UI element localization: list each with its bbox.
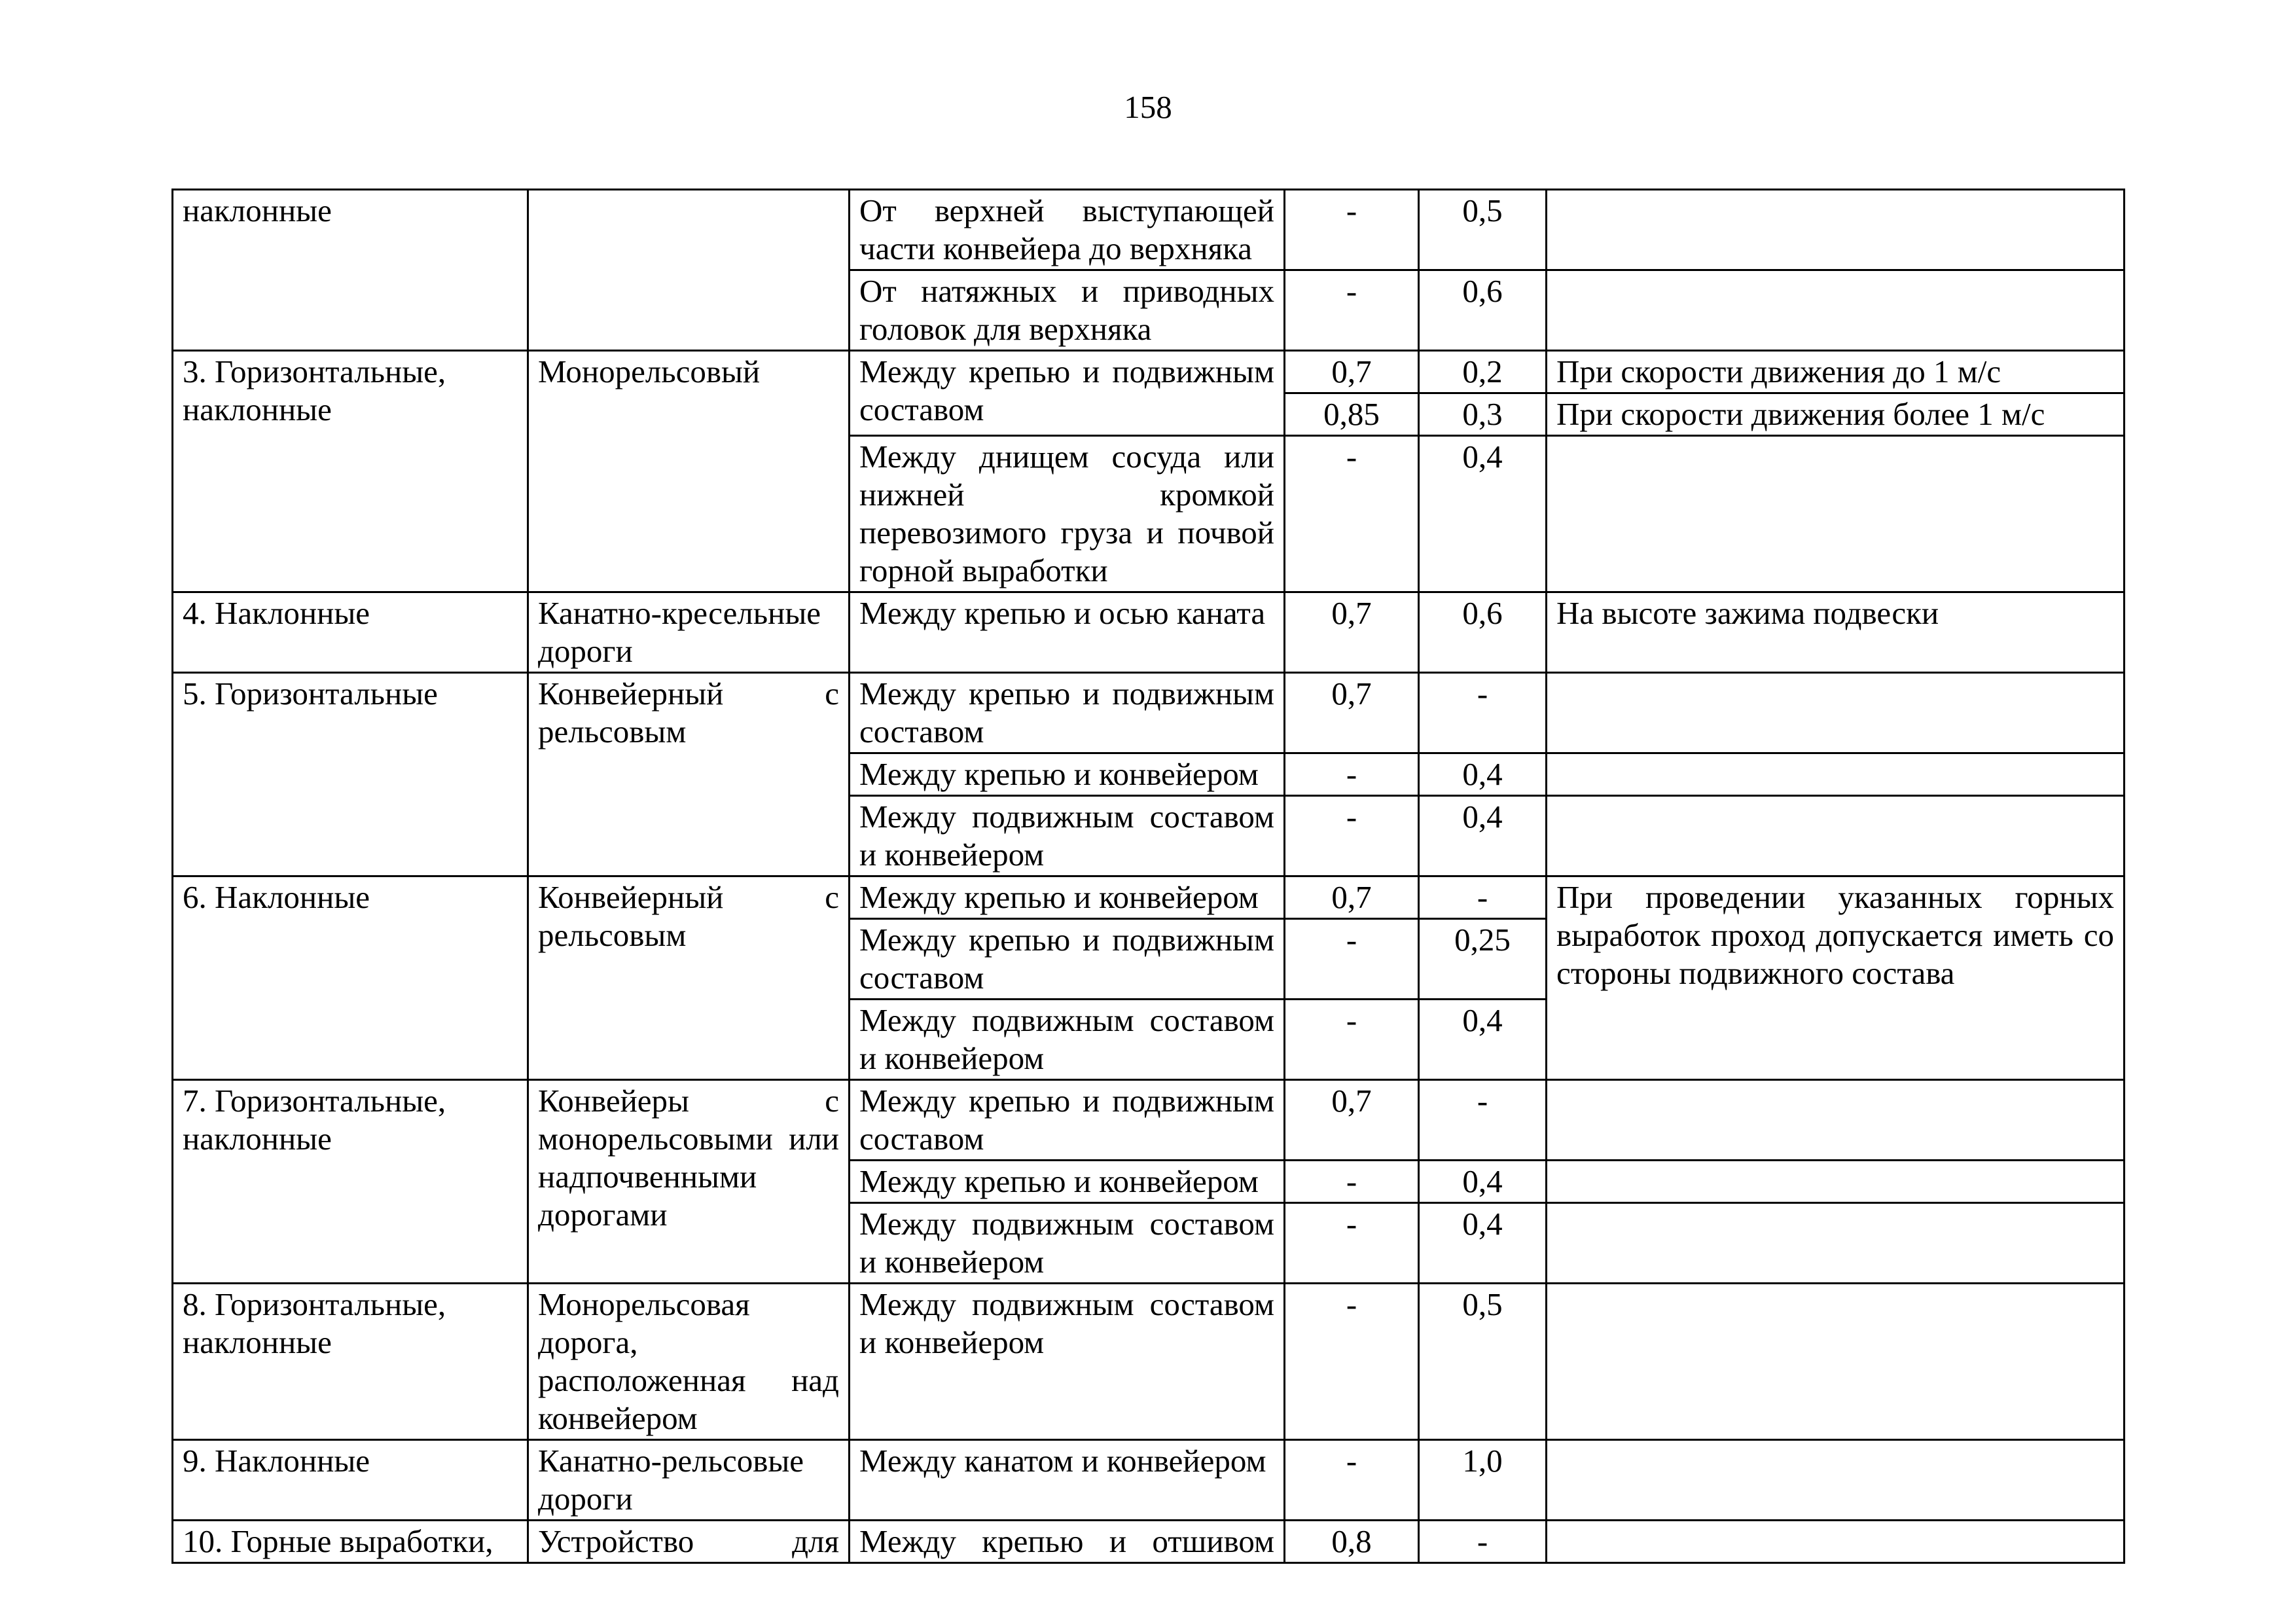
min-width-cell: - xyxy=(1285,1440,1419,1521)
min-width-cell: - xyxy=(1285,1000,1419,1080)
working-type-cell: 3. Горизонтальные, наклонные xyxy=(173,351,528,592)
min-gap-cell: 0,4 xyxy=(1419,1161,1547,1203)
gap-description-cell: От верхней выступающей части конвейера до верхняка xyxy=(850,190,1285,270)
gap-description-cell: Между крепью и подвижным составом xyxy=(850,673,1285,753)
table-row xyxy=(173,190,2125,270)
min-width-cell: - xyxy=(1285,796,1419,876)
transport-type-cell: Канатно-рельсовые дороги xyxy=(528,1440,850,1521)
min-gap-cell: 0,6 xyxy=(1419,592,1547,673)
min-width-cell: - xyxy=(1285,436,1419,592)
table-row xyxy=(173,592,2125,673)
min-gap-cell: 0,3 xyxy=(1419,393,1547,436)
gap-description-cell: Между канатом и конвейером xyxy=(850,1440,1285,1521)
working-type-cell: 7. Горизонтальные, наклонные xyxy=(173,1080,528,1284)
min-gap-cell: - xyxy=(1419,1080,1547,1161)
transport-type-cell: Канатно-кресельные дороги xyxy=(528,592,850,673)
transport-type-cell: Устройство для xyxy=(528,1521,850,1563)
table-row xyxy=(173,1284,2125,1440)
working-type-cell: 5. Горизонтальные xyxy=(173,673,528,876)
transport-type-cell: Конвейеры с монорельсовыми или надпочвенными дорогами xyxy=(528,1080,850,1284)
min-width-cell: 0,85 xyxy=(1285,393,1419,436)
min-gap-cell: - xyxy=(1419,673,1547,753)
min-width-cell: - xyxy=(1285,919,1419,1000)
min-gap-cell: 1,0 xyxy=(1419,1440,1547,1521)
transport-type-cell: Монорельсовая дорога, расположенная над конвейером xyxy=(528,1284,850,1440)
gap-description-cell: Между подвижным составом и конвейером xyxy=(850,1203,1285,1284)
note-cell xyxy=(1547,673,2125,753)
transport-type-cell: Конвейерный с рельсовым xyxy=(528,673,850,876)
note-cell: При скорости движения более 1 м/с xyxy=(1547,393,2125,436)
table-row xyxy=(173,351,2125,393)
gap-description-cell: Между крепью и конвейером xyxy=(850,876,1285,919)
working-type-cell: 8. Горизонтальные, наклонные xyxy=(173,1284,528,1440)
note-cell xyxy=(1547,1203,2125,1284)
note-cell xyxy=(1547,753,2125,796)
min-gap-cell: 0,4 xyxy=(1419,1000,1547,1080)
min-width-cell: - xyxy=(1285,270,1419,351)
min-width-cell: - xyxy=(1285,1203,1419,1284)
gap-description-cell: Между крепью и конвейером xyxy=(850,1161,1285,1203)
note-cell: При проведении указанных горных выработок проход допускается иметь со стороны подвижного состава xyxy=(1547,876,2125,1080)
gap-description-cell: Между подвижным составом и конвейером xyxy=(850,796,1285,876)
working-type-cell: 10. Горные выработки, xyxy=(173,1521,528,1563)
min-gap-cell: 0,4 xyxy=(1419,796,1547,876)
min-gap-cell: 0,4 xyxy=(1419,753,1547,796)
note-cell xyxy=(1547,270,2125,351)
min-gap-cell: - xyxy=(1419,1521,1547,1563)
min-gap-cell: 0,6 xyxy=(1419,270,1547,351)
note-cell xyxy=(1547,190,2125,270)
min-width-cell: 0,7 xyxy=(1285,1080,1419,1161)
transport-type-cell: Монорельсовый xyxy=(528,351,850,592)
table-row xyxy=(173,1440,2125,1521)
min-width-cell: 0,7 xyxy=(1285,876,1419,919)
min-gap-cell: 0,5 xyxy=(1419,190,1547,270)
min-width-cell: 0,8 xyxy=(1285,1521,1419,1563)
note-cell xyxy=(1547,1080,2125,1161)
min-width-cell: - xyxy=(1285,190,1419,270)
gap-description-cell: Между крепью и подвижным составом xyxy=(850,919,1285,1000)
clearance-table xyxy=(171,189,2125,1564)
page-number: 158 xyxy=(1124,89,1172,125)
min-width-cell: 0,7 xyxy=(1285,592,1419,673)
transport-type-cell: Конвейерный с рельсовым xyxy=(528,876,850,1080)
working-type-cell: 9. Наклонные xyxy=(173,1440,528,1521)
gap-description-cell: Между крепью и осью каната xyxy=(850,592,1285,673)
working-type-cell: наклонные xyxy=(173,190,528,351)
working-type-cell: 4. Наклонные xyxy=(173,592,528,673)
note-cell xyxy=(1547,1161,2125,1203)
table-row xyxy=(173,876,2125,919)
min-gap-cell: 0,5 xyxy=(1419,1284,1547,1440)
min-width-cell: - xyxy=(1285,753,1419,796)
note-cell xyxy=(1547,1521,2125,1563)
note-cell xyxy=(1547,436,2125,592)
gap-description-cell: Между подвижным составом и конвейером xyxy=(850,1000,1285,1080)
note-cell xyxy=(1547,1284,2125,1440)
working-type-cell: 6. Наклонные xyxy=(173,876,528,1080)
gap-description-cell: От натяжных и приводных головок для верхняка xyxy=(850,270,1285,351)
transport-type-cell xyxy=(528,190,850,351)
table-row xyxy=(173,673,2125,753)
min-width-cell: - xyxy=(1285,1161,1419,1203)
gap-description-cell: Между крепью и конвейером xyxy=(850,753,1285,796)
min-gap-cell: 0,25 xyxy=(1419,919,1547,1000)
gap-description-cell: Между подвижным составом и конвейером xyxy=(850,1284,1285,1440)
note-cell: На высоте зажима подвески xyxy=(1547,592,2125,673)
min-gap-cell: 0,2 xyxy=(1419,351,1547,393)
min-width-cell: 0,7 xyxy=(1285,351,1419,393)
note-cell: При скорости движения до 1 м/с xyxy=(1547,351,2125,393)
min-gap-cell: - xyxy=(1419,876,1547,919)
min-width-cell: - xyxy=(1285,1284,1419,1440)
note-cell xyxy=(1547,1440,2125,1521)
table-row xyxy=(173,1521,2125,1563)
min-gap-cell: 0,4 xyxy=(1419,1203,1547,1284)
min-gap-cell: 0,4 xyxy=(1419,436,1547,592)
gap-description-cell: Между крепью и подвижным составом xyxy=(850,1080,1285,1161)
gap-description-cell: Между крепью и отшивом xyxy=(850,1521,1285,1563)
gap-description-cell: Между крепью и подвижным составом xyxy=(850,351,1285,436)
table-row xyxy=(173,1080,2125,1161)
min-width-cell: 0,7 xyxy=(1285,673,1419,753)
note-cell xyxy=(1547,796,2125,876)
gap-description-cell: Между днищем сосуда или нижней кромкой перевозимого груза и почвой горной выработки xyxy=(850,436,1285,592)
